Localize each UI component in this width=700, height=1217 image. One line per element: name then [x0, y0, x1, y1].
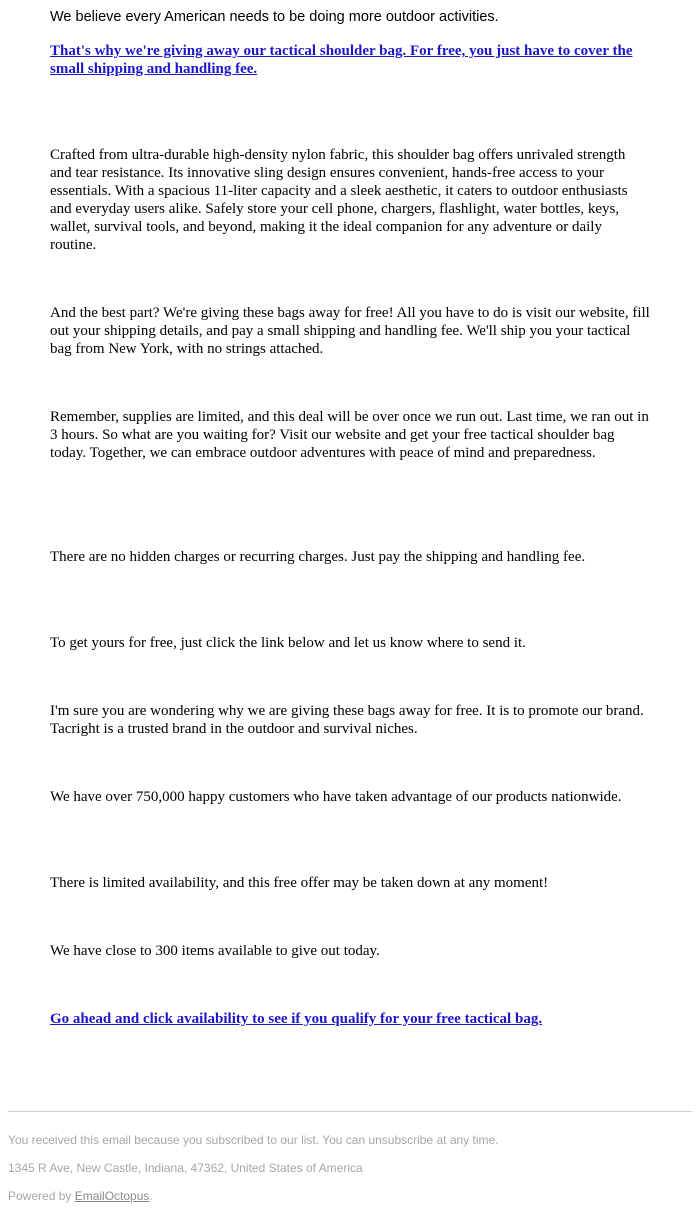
paragraph-why-free: I'm sure you are wondering why we are giving these bags away for free. It is to promote our brand. Tacright is a trusted brand in the outdoor and survival niches. — [50, 703, 644, 737]
paragraph-free-offer: And the best part? We're giving these bags away for free! All you have to do is visit our website, fill out your shipping details, and pay a small shipping and handling fee. We'll ship you your tactical bag from New York, with no strings attached. — [50, 305, 650, 357]
footer-subscription-note: You received this email because you subscribed to our list. You can unsubscribe at any time. — [8, 1133, 499, 1147]
footer-powered-suffix: . — [149, 1189, 153, 1203]
intro-text: We believe every American needs to be doing more outdoor activities. — [50, 9, 499, 25]
paragraph-supplies-limited: Remember, supplies are limited, and this deal will be over once we run out. Last time, we ran out in 3 hours. So what are you waiting for? Visit our website and get your free tactical shoulder bag today. Together, we can embrace outdoor adventures with peace of mind and preparedness. — [50, 409, 649, 461]
footer-address: 1345 R Ave, New Castle, Indiana, 47362, United States of America — [8, 1161, 363, 1175]
paragraph-happy-customers: We have over 750,000 happy customers who have taken advantage of our products nationwide. — [50, 789, 622, 805]
paragraph-no-hidden-charges: There are no hidden charges or recurring charges. Just pay the shipping and handling fee. — [50, 549, 586, 565]
cta-link[interactable]: Go ahead and click availability to see if you qualify for your free tactical bag. — [50, 1011, 543, 1027]
paragraph-items-available: We have close to 300 items available to give out today. — [50, 943, 380, 959]
footer-divider — [8, 1111, 692, 1112]
paragraph-limited-availability: There is limited availability, and this free offer may be taken down at any moment! — [50, 875, 549, 891]
headline-link-wrapper — [50, 42, 650, 78]
paragraph-bag-description: Crafted from ultra-durable high-density nylon fabric, this shoulder bag offers unrivaled strength and tear resistance. Its innovative sling design ensures convenient, hands-free access to your essentials. With a spacious 11-liter capacity and a sleek aesthetic, it caters to outdoor enthusiasts and everyday users alike. Safely store your cell phone, chargers, flashlight, water bottles, keys, wallet, survival tools, and beyond, making it the ideal companion for any adventure or daily routine. — [50, 147, 628, 253]
paragraph-click-link: To get yours for free, just click the link below and let us know where to send it. — [50, 635, 526, 651]
headline-link[interactable]: That's why we're giving away our tactical shoulder bag. For free, you just have to cover the small shipping and handling fee. — [50, 43, 633, 77]
footer-powered-by — [8, 1189, 153, 1203]
footer-powered-prefix: Powered by — [8, 1189, 75, 1203]
cta-link-wrapper — [50, 1010, 650, 1028]
emailoctopus-link[interactable]: EmailOctopus — [74, 1189, 150, 1203]
